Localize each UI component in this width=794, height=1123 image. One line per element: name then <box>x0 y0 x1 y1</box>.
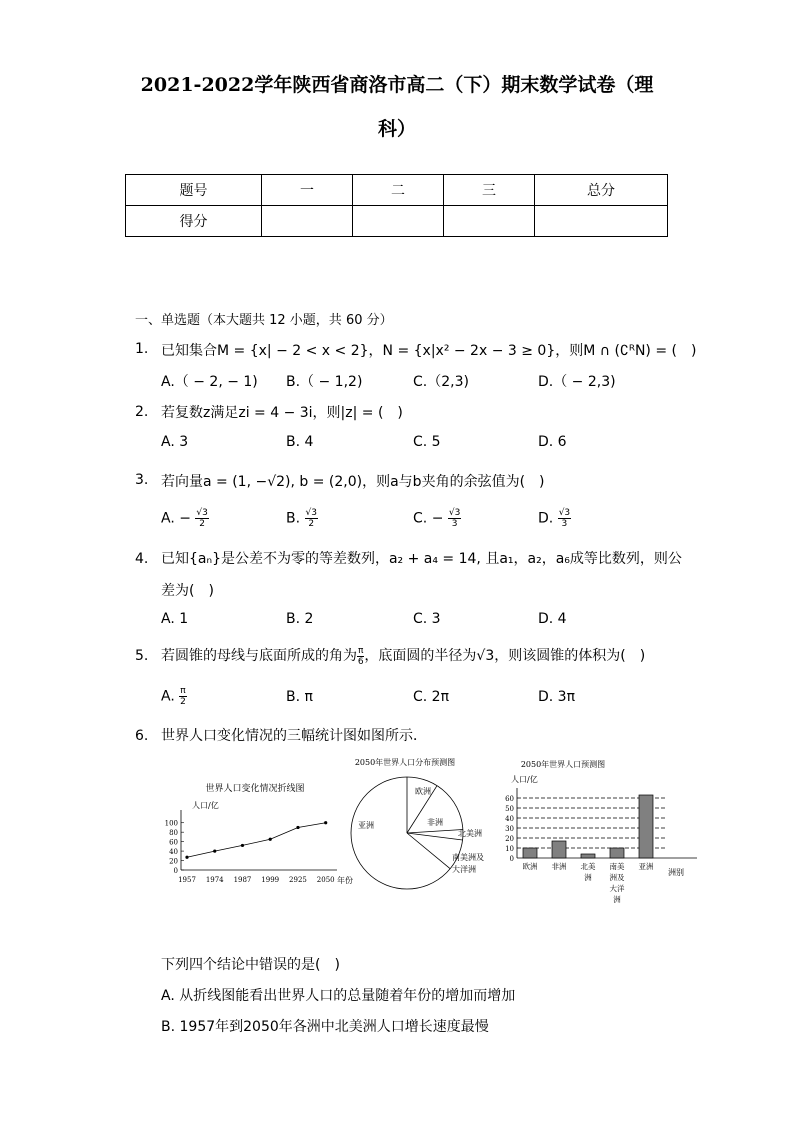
option-b: B. 4 <box>286 434 314 450</box>
question-text: 若向量a = (1, −√2), b = (2,0)，则a与b夹角的余弦值为( ) <box>161 474 545 490</box>
fraction <box>179 686 186 707</box>
question-text-cont: 差为( ) <box>161 583 214 599</box>
page-title-line1: 2021-2022学年陕西省商洛市高二（下）期末数学试卷（理 <box>140 74 654 96</box>
option-b: B. π <box>286 689 313 705</box>
option-d: D. 3π <box>538 689 576 705</box>
option-prefix: C. <box>413 510 428 527</box>
y-tick-label: 10 <box>505 845 514 853</box>
fraction-numerator: π <box>180 686 186 696</box>
y-tick-label: 80 <box>169 829 178 838</box>
option-b: B.（ − 1,2) <box>286 374 363 390</box>
fraction <box>558 508 571 529</box>
pie-chart <box>340 750 500 910</box>
question-text-before: 若圆锥的母线与底面所成的角为 <box>161 648 357 664</box>
x-tick-label: 1999 <box>261 876 280 884</box>
question-text: 已知{aₙ}是公差不为零的等差数列，a₂ + a₄ = 14, 且a₁，a₂，a₆成等比数列，则公 <box>161 551 682 567</box>
option-prefix: D. <box>538 510 554 527</box>
header-cell: 一 <box>262 175 353 206</box>
fraction-denominator: 3 <box>561 519 568 529</box>
bar-chart <box>490 755 700 915</box>
x-tick-label: 大洋 <box>609 884 625 893</box>
x-tick-label: 2050 <box>316 876 335 884</box>
x-tick-label: 欧洲 <box>522 862 538 871</box>
y-tick-label: 40 <box>505 815 514 823</box>
fraction <box>448 508 461 529</box>
bar <box>523 848 537 858</box>
x-tick-label: 亚洲 <box>638 862 654 871</box>
question-number: 1. <box>135 341 149 357</box>
option-d: D. 4 <box>538 611 567 627</box>
option-b <box>286 508 318 529</box>
y-tick-label: 50 <box>505 805 514 813</box>
option-d: D. 6 <box>538 434 567 450</box>
y-tick-label: 100 <box>164 819 178 828</box>
option-c: C.（2,3) <box>413 374 469 390</box>
fraction <box>305 508 318 529</box>
chart-title: 2050年世界人口预测图 <box>520 760 606 769</box>
x-tick-label: 洲 <box>613 895 621 904</box>
fraction-denominator: 2 <box>199 519 206 529</box>
fraction-numerator: π <box>358 645 364 656</box>
y-tick-label: 40 <box>169 848 178 857</box>
header-cell: 题号 <box>126 175 262 206</box>
y-tick-label: 0 <box>509 855 514 863</box>
bar <box>610 848 624 858</box>
fraction-denominator: 6 <box>357 656 364 667</box>
option-c: C. 5 <box>413 434 441 450</box>
fraction-numerator: √3 <box>196 508 208 518</box>
y-tick-label: 20 <box>169 857 178 866</box>
option-c <box>413 508 461 529</box>
score-table <box>125 174 668 237</box>
question-text: 若复数z满足zi = 4 − 3i，则|z| = ( ) <box>161 405 403 421</box>
option-b: B. 2 <box>286 611 314 627</box>
option-prefix: A. <box>161 510 175 527</box>
pie-label-africa: 非洲 <box>427 818 443 827</box>
option-sign: − <box>179 510 191 527</box>
header-cell: 二 <box>353 175 444 206</box>
y-tick-label: 0 <box>173 867 178 875</box>
question-text: 已知集合M = {x| − 2 < x < 2}，N = {x|x² − 2x − 3 ≥ 0}，则M ∩ (∁ᴿN) = ( ) <box>161 343 697 359</box>
y-tick-label: 20 <box>505 835 514 843</box>
x-tick-label: 洲 <box>584 873 592 882</box>
y-tick-label: 60 <box>505 795 514 803</box>
pie-label-europe: 欧洲 <box>415 787 431 796</box>
y-tick-label: 60 <box>169 838 178 847</box>
y-axis-label: 人口/亿 <box>511 775 538 784</box>
score-cell <box>262 206 353 237</box>
row-label: 得分 <box>126 206 262 237</box>
option-sign: − <box>431 510 444 527</box>
line-chart <box>155 770 360 890</box>
question-text-after: ，底面圆的半径为√3，则该圆锥的体积为( ) <box>364 648 646 664</box>
x-tick-label: 2925 <box>289 876 307 884</box>
x-tick-label: 1974 <box>205 876 224 884</box>
question-number: 5. <box>135 648 149 664</box>
fraction-denominator: 2 <box>308 519 315 529</box>
question-number: 3. <box>135 472 149 488</box>
x-axis-label: 洲别 <box>668 868 684 877</box>
x-tick-label: 洲及 <box>609 873 625 882</box>
score-table-header-row <box>126 175 668 206</box>
fraction-denominator: 3 <box>451 519 458 529</box>
bar <box>581 854 595 858</box>
page-title-line2: 科） <box>377 118 416 140</box>
header-cell: 总分 <box>535 175 668 206</box>
option-d: D.（ − 2,3) <box>538 374 616 390</box>
score-cell <box>444 206 535 237</box>
pie-label-asia: 亚洲 <box>358 821 374 830</box>
chart-title: 2050年世界人口分布预测图 <box>354 758 456 767</box>
data-point <box>213 849 216 852</box>
option-a <box>161 686 187 707</box>
x-tick-label: 南美 <box>609 862 625 871</box>
option-prefix: A. <box>161 688 175 705</box>
option-d <box>538 508 571 529</box>
x-tick-label: 非洲 <box>551 862 567 871</box>
score-cell <box>353 206 444 237</box>
fraction-numerator: √3 <box>448 508 461 518</box>
data-point <box>241 844 244 847</box>
x-tick-label: 1987 <box>233 876 252 884</box>
option-a: A.（ − 2, − 1) <box>161 374 258 390</box>
question-number: 6. <box>135 728 149 744</box>
pie-label-south-america-line1: 南美洲及 <box>452 853 484 862</box>
data-point <box>185 856 188 859</box>
data-point <box>296 826 299 829</box>
option-b: B. 1957年到2050年各洲中北美洲人口增长速度最慢 <box>161 1019 489 1035</box>
chart-title: 世界人口变化情况折线图 <box>205 784 305 794</box>
option-prefix: B. <box>286 510 301 527</box>
bar <box>639 795 653 858</box>
score-table-score-row <box>126 206 668 237</box>
question-text <box>161 645 645 667</box>
x-tick-label: 1957 <box>178 876 196 884</box>
score-cell <box>535 206 668 237</box>
fraction-numerator: √3 <box>305 508 317 518</box>
fraction-denominator: 2 <box>180 697 186 707</box>
x-axis-label: 年份 <box>337 876 353 885</box>
section-heading: 一、单选题（本大题共 12 小题，共 60 分） <box>135 313 393 328</box>
data-point <box>324 821 327 824</box>
fraction-numerator: √3 <box>558 508 571 518</box>
series-line <box>187 823 326 858</box>
y-axis-label: 人口/亿 <box>192 801 219 810</box>
y-tick-label: 30 <box>505 825 514 833</box>
option-c: C. 3 <box>413 611 441 627</box>
x-tick-label: 北美 <box>580 862 596 871</box>
pie-label-north-america: 北美洲 <box>458 829 482 838</box>
question-number: 4. <box>135 551 149 567</box>
pie-label-south-america-line2: 大洋洲 <box>452 865 476 874</box>
data-point <box>269 838 272 841</box>
option-a: A. 1 <box>161 611 189 627</box>
question-number: 2. <box>135 404 149 420</box>
bar <box>552 841 566 858</box>
option-a: A. 从折线图能看出世界人口的总量随着年份的增加而增加 <box>161 988 516 1004</box>
option-a <box>161 508 209 529</box>
question-text: 世界人口变化情况的三幅统计图如图所示． <box>161 728 427 744</box>
header-cell: 三 <box>444 175 535 206</box>
option-c: C. 2π <box>413 689 450 705</box>
option-a: A. 3 <box>161 434 189 450</box>
fraction <box>195 508 208 529</box>
question-subtext: 下列四个结论中错误的是( ) <box>161 957 340 973</box>
